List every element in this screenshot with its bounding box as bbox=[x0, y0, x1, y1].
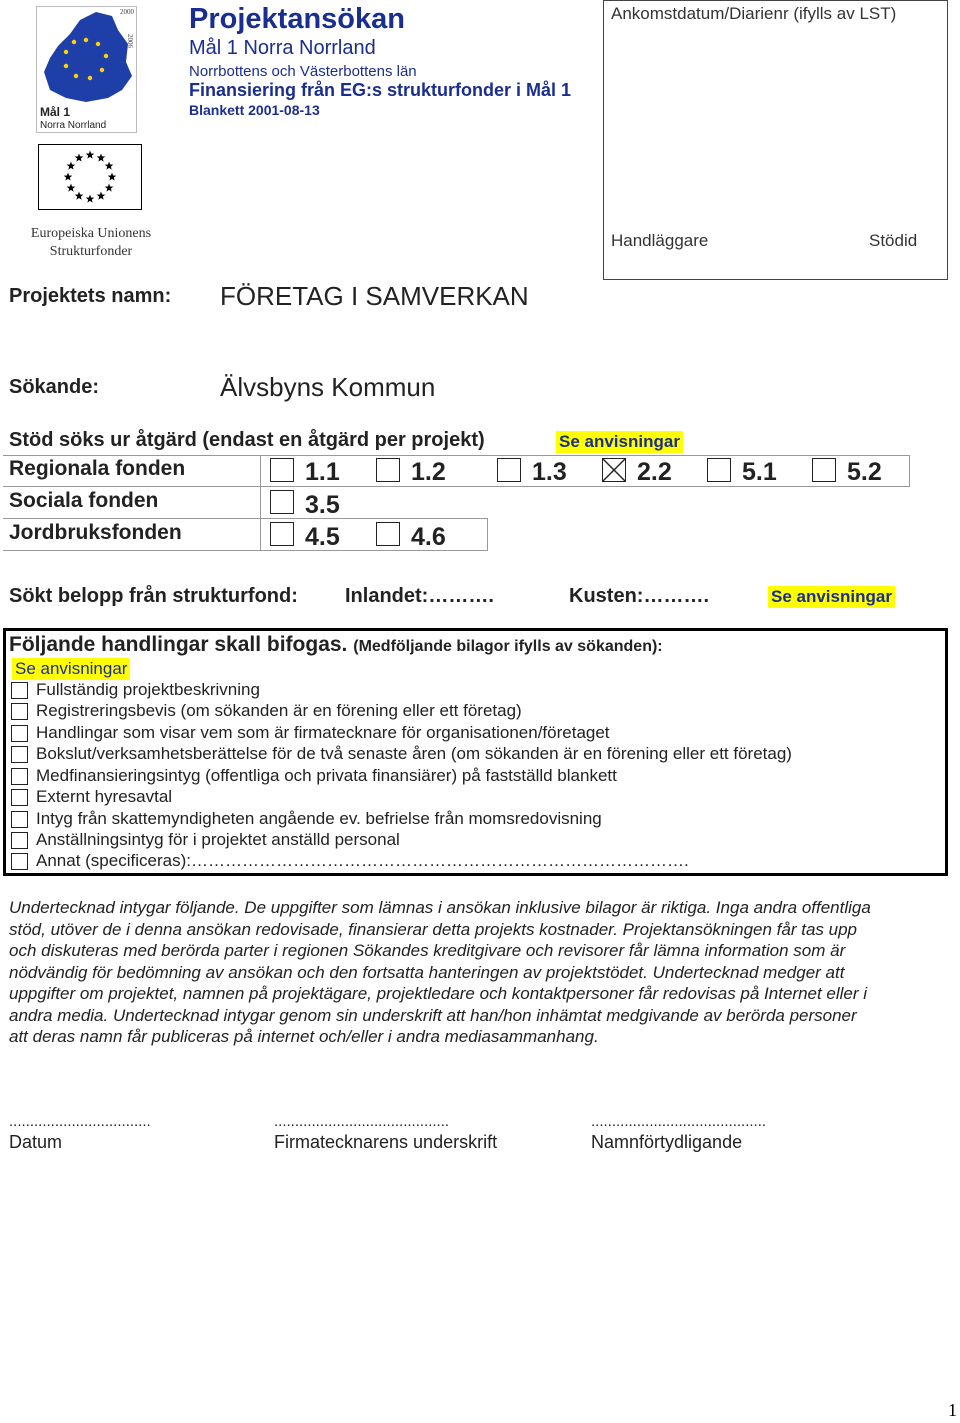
arrival-label: Ankomstdatum/Diarienr (ifylls av LST) bbox=[611, 4, 897, 23]
signature-line[interactable]: .......................................... bbox=[274, 1113, 450, 1130]
logo-text-region: Norra Norrland bbox=[40, 120, 107, 131]
measure-code: 5.1 bbox=[742, 458, 777, 486]
eu-star-icon bbox=[64, 173, 73, 181]
measure-1-1-checkbox[interactable] bbox=[270, 458, 294, 482]
signature-label: Firmatecknarens underskrift bbox=[274, 1132, 498, 1152]
measure-code: 4.6 bbox=[411, 523, 446, 551]
declaration-text bbox=[9, 897, 957, 1048]
declaration-line: andra media. Undertecknad intygar genom sin underskrift att han/hon inhämtat medgivande av berörda personer bbox=[9, 1005, 857, 1025]
amount-coast-field[interactable]: Kusten:………. bbox=[569, 585, 709, 607]
fund-agriculture-label: Jordbruksfonden bbox=[9, 521, 182, 544]
form-subtitle: Mål 1 Norra Norrland bbox=[189, 37, 376, 59]
amount-guidance-link[interactable]: Se anvisningar bbox=[768, 586, 895, 608]
attachment-checkbox[interactable] bbox=[11, 768, 28, 785]
mal1-logo bbox=[36, 6, 140, 134]
grid-line bbox=[3, 455, 910, 456]
attachment-label: Bokslut/verksamhetsberättelse för de två senaste åren (om sökanden är en förening eller ett företag) bbox=[36, 744, 792, 763]
date-label: Datum bbox=[9, 1132, 63, 1152]
declaration-line: stöd, utöver de i denna ansökan redovisade, finansierar detta projekts kostnader. Projektansökningen får tas upp bbox=[9, 919, 858, 939]
attachment-label: Intyg från skattemyndigheten angående ev. befrielse från momsredovisning bbox=[36, 809, 602, 828]
measure-4-6-checkbox[interactable] bbox=[376, 522, 400, 546]
attachment-label: Handlingar som visar vem som är firmatecknare för organisationen/företaget bbox=[36, 723, 610, 742]
eu-star-icon bbox=[108, 173, 117, 181]
measure-3-5-checkbox[interactable] bbox=[270, 490, 294, 514]
eu-star-icon bbox=[75, 153, 84, 161]
attachments-note: (Medföljande bilagor ifylls av sökanden): bbox=[353, 638, 663, 655]
measure-1-3-checkbox[interactable] bbox=[497, 458, 521, 482]
eu-flag-icon bbox=[38, 144, 142, 210]
fund-social-label: Sociala fonden bbox=[9, 489, 159, 512]
measure-code: 1.1 bbox=[305, 458, 340, 486]
grid-line bbox=[260, 455, 261, 550]
declaration-line: nödvändig för bedömning av ansökan och den fortsatta hanteringen av projektstödet. Undertecknad medger att bbox=[9, 962, 845, 982]
attachment-checkbox[interactable] bbox=[11, 703, 28, 720]
measure-5-2-checkbox[interactable] bbox=[812, 458, 836, 482]
financing-text: Finansiering från EG:s strukturfonder i Mål 1 bbox=[189, 80, 572, 100]
amount-inland-field[interactable]: Inlandet:………. bbox=[345, 585, 494, 607]
project-name-value[interactable]: FÖRETAG I SAMVERKAN bbox=[220, 281, 529, 311]
grid-line bbox=[487, 518, 488, 550]
logo-text-mal1: Mål 1 bbox=[40, 105, 71, 119]
measure-1-2-checkbox[interactable] bbox=[376, 458, 400, 482]
attachment-label: Annat (specificeras):……………………………………………………………………………. bbox=[36, 851, 689, 870]
eu-star-icon bbox=[67, 184, 76, 192]
attachment-label: Anställningsintyg för i projektet anställd personal bbox=[36, 830, 400, 849]
measure-5-1-checkbox[interactable] bbox=[707, 458, 731, 482]
eu-star-icon bbox=[105, 184, 114, 192]
attachments-title: Följande handlingar skall bifogas. bbox=[9, 633, 348, 656]
measure-code: 1.3 bbox=[532, 458, 567, 486]
attachments-guidance-link[interactable]: Se anvisningar bbox=[12, 658, 130, 680]
measure-code: 4.5 bbox=[305, 523, 340, 551]
attachment-checkbox[interactable] bbox=[11, 725, 28, 742]
measure-4-5-checkbox[interactable] bbox=[270, 522, 294, 546]
eu-caption bbox=[10, 225, 172, 261]
eu-star-icon bbox=[105, 162, 114, 170]
measure-2-2-checkbox[interactable] bbox=[602, 458, 626, 482]
grid-line bbox=[909, 455, 910, 486]
logo-year-end: 2006 bbox=[126, 34, 134, 48]
eu-star-icon bbox=[86, 151, 95, 159]
logo-year-start: 2000 bbox=[120, 8, 134, 16]
measure-heading: Stöd söks ur åtgärd (endast en åtgärd per projekt) bbox=[9, 429, 485, 451]
form-version: Blankett 2001-08-13 bbox=[189, 102, 320, 118]
declaration-line: uppgifter om projektet, namnen på projektägare, projektledare och kontaktpersoner får redovisas på Internet eller i bbox=[9, 984, 868, 1003]
attachment-checkbox[interactable] bbox=[11, 811, 28, 828]
applicant-label: Sökande: bbox=[9, 376, 100, 398]
eu-star-icon bbox=[67, 162, 76, 170]
name-clarification-label: Namnförtydligande bbox=[591, 1132, 743, 1152]
grid-line bbox=[3, 518, 488, 519]
eu-star-icon bbox=[75, 192, 84, 200]
attachment-checkbox[interactable] bbox=[11, 682, 28, 699]
attachment-label: Fullständig projektbeskrivning bbox=[36, 680, 260, 699]
attachment-checkbox[interactable] bbox=[11, 746, 28, 763]
measure-code: 3.5 bbox=[305, 491, 340, 519]
county-text: Norrbottens och Västerbottens län bbox=[189, 63, 417, 80]
eu-star-icon bbox=[97, 192, 106, 200]
checkmark-x-icon bbox=[602, 458, 626, 482]
measure-code: 5.2 bbox=[847, 458, 882, 486]
attachment-checkbox[interactable] bbox=[11, 853, 28, 870]
fund-regional-label: Regionala fonden bbox=[9, 457, 186, 480]
attachment-label: Registreringsbevis (om sökanden är en förening eller ett företag) bbox=[36, 701, 522, 720]
eu-star-icon bbox=[86, 195, 95, 203]
support-id-label: Stödid bbox=[869, 231, 918, 250]
amount-label: Sökt belopp från strukturfond: bbox=[9, 585, 298, 607]
eu-star-icon bbox=[97, 153, 106, 161]
measure-code: 2.2 bbox=[637, 458, 672, 486]
measure-guidance-link[interactable]: Se anvisningar bbox=[556, 431, 683, 453]
project-name-label: Projektets namn: bbox=[9, 285, 172, 307]
handler-label: Handläggare bbox=[611, 231, 709, 250]
page-number: 1 bbox=[948, 1400, 957, 1420]
declaration-line: och diskuteras med berörda parter i regionen Sökandes kreditgivare och revisorer får lämna information som är bbox=[9, 941, 846, 960]
form-title: Projektansökan bbox=[189, 3, 405, 35]
attachment-checkbox[interactable] bbox=[11, 832, 28, 849]
attachment-label: Externt hyresavtal bbox=[36, 787, 173, 806]
declaration-line: att deras namn får publiceras på internet och/eller i andra mediasammanhang. bbox=[9, 1027, 599, 1046]
measure-code: 1.2 bbox=[411, 458, 446, 486]
date-signature-line[interactable]: .................................. bbox=[9, 1113, 151, 1130]
attachment-checkbox[interactable] bbox=[11, 789, 28, 806]
eu-caption-line2: Strukturfonder bbox=[49, 244, 133, 259]
attachment-label: Medfinansieringsintyg (offentliga och privata finansiärer) på fastställd blankett bbox=[36, 766, 617, 785]
applicant-value[interactable]: Älvsbyns Kommun bbox=[220, 372, 436, 402]
eu-caption-line1: Europeiska Unionens bbox=[30, 226, 152, 241]
declaration-line: Undertecknad intygar följande. De uppgifter som lämnas i ansökan inklusive bilagor är riktiga. Inga andra offentliga bbox=[9, 898, 871, 917]
name-clarification-line[interactable]: .......................................... bbox=[591, 1113, 767, 1130]
attachments-heading bbox=[9, 633, 663, 657]
